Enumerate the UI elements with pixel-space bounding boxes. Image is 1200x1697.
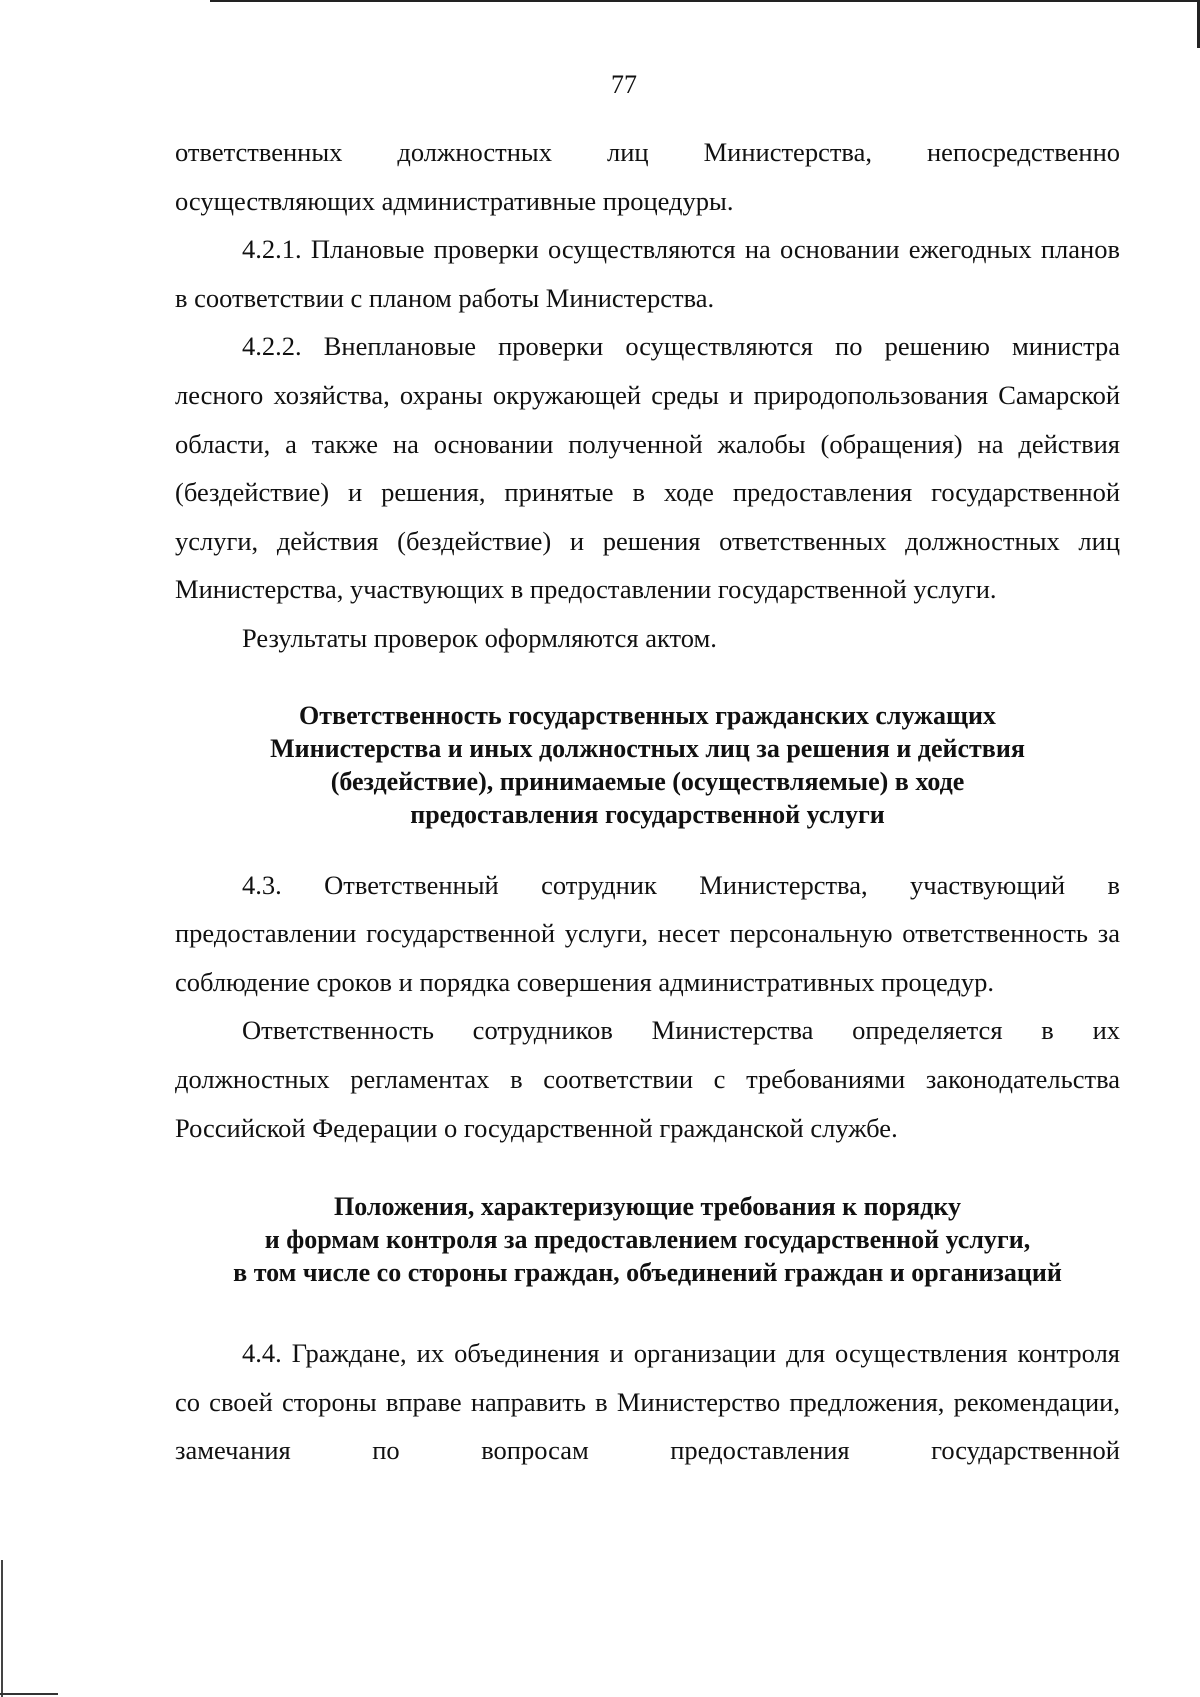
paragraph-4-3: 4.3. Ответственный сотрудник Министерства, участвующий в предоставлении государственной услуги, несет персональную ответственность за соблюдение сроков и порядка совершения административных процедур.	[175, 869, 1120, 997]
heading-line: и формам контроля за предоставлением государственной услуги,	[264, 1225, 1031, 1255]
heading-line: Ответственность государственных гражданских служащих	[299, 700, 996, 730]
paragraph-4-4: 4.4. Граждане, их объединения и организации для осуществления контроля со своей стороны вправе направить в Министерство предложения, рекомендации, замечания по вопросам предоставления государственной	[175, 1338, 1120, 1466]
heading-line: (бездействие), принимаемые (осуществляемые) в ходе	[330, 766, 965, 796]
scan-border-top	[210, 0, 1200, 2]
heading-line: Положения, характеризующие требования к порядку	[334, 1192, 961, 1222]
paragraph-employee-responsibility: Ответственность сотрудников Министерства определяется в их должностных регламентах в соответствии с требованиями законодательства Российской Федерации о государственной гражданской службе.	[175, 1015, 1120, 1143]
page-number: 77	[611, 70, 637, 99]
section-heading-control	[175, 1190, 1120, 1289]
heading-line: предоставления государственной услуги	[410, 799, 885, 829]
paragraph-4-2-1: 4.2.1. Плановые проверки осуществляются на основании ежегодных планов в соответствии с планом работы Министерства.	[175, 234, 1120, 313]
scan-border-bottom	[0, 1693, 58, 1695]
paragraph-4-2-2: 4.2.2. Внеплановые проверки осуществляются по решению министра лесного хозяйства, охраны окружающей среды и природопользования Самарской области, а также на основании полученной жалобы (обращения) на действия (бездействие) и решения, принятые в ходе предоставления государственной услуги, действия (бездействие) и решения ответственных должностных лиц Министерства, участвующих в предоставлении государственной услуги.	[175, 331, 1120, 605]
heading-line: в том числе со стороны граждан, объединений граждан и организаций	[233, 1258, 1062, 1288]
section-heading-responsibility	[175, 699, 1120, 831]
scan-border-left	[1, 1560, 3, 1697]
heading-line: Министерства и иных должностных лиц за решения и действия	[270, 733, 1025, 763]
paragraph: ответственных должностных лиц Министерства, непосредственно осуществляющих административные процедуры.	[175, 137, 1120, 216]
paragraph-results: Результаты проверок оформляются актом.	[242, 622, 717, 653]
document-body	[175, 128, 1120, 1475]
